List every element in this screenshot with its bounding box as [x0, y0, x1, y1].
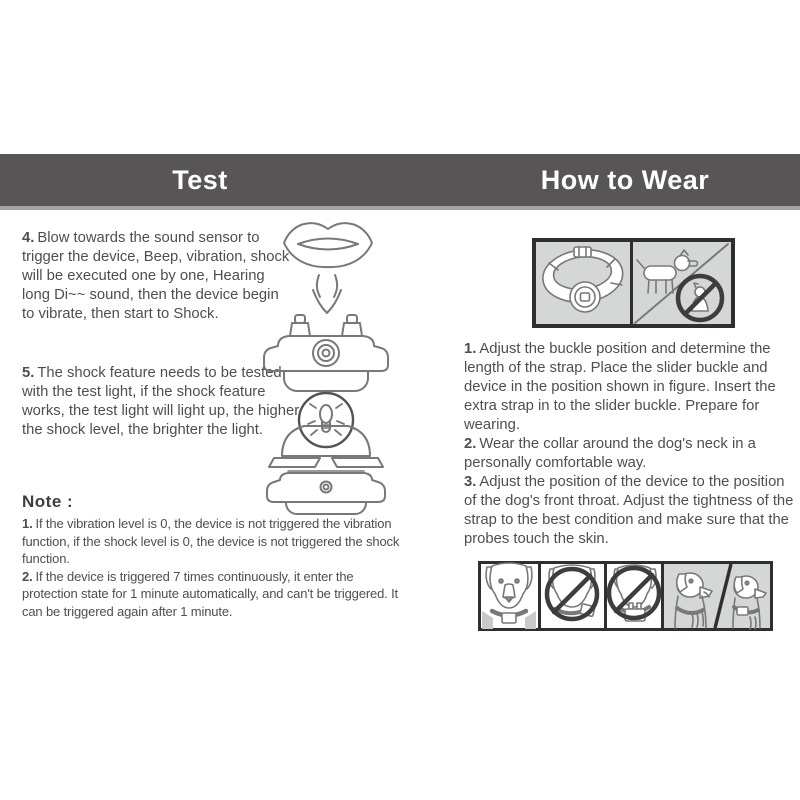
- step-text: Adjust the position of the device to the position of the dog's front throat. Adjust the tightness of the strap to the best condition and make sure that the probes touch the skin.: [464, 474, 794, 547]
- collar-and-dog-posture-illustration: [532, 238, 735, 328]
- step-number: 5.: [22, 365, 35, 381]
- section-title-how-to-wear: How to Wear: [540, 164, 710, 195]
- header-cell-test: [0, 154, 400, 206]
- note-title: Note :: [22, 492, 74, 511]
- lips-blow-on-device-illustration: [256, 210, 396, 395]
- step-text: Adjust the buckle position and determine the length of the strap. Place the slider buckle and device in the position shown in figure. Insert the extra strap in to the slider buckle. Prepare for wearing.: [464, 341, 776, 433]
- note-item: [22, 515, 407, 568]
- wear-step-2: [464, 435, 796, 473]
- test-step-4: [22, 229, 294, 324]
- note-number: 1.: [22, 516, 33, 531]
- step-text: Wear the collar around the dog's neck in a personally comfortable way.: [464, 436, 756, 471]
- wear-step-3: [464, 473, 796, 549]
- step-number: 4.: [22, 230, 35, 246]
- note-item: [22, 568, 407, 621]
- wear-steps-block: [464, 340, 796, 549]
- step-text: Blow towards the sound sensor to trigger the device, Beep, vibration, shock will be executed one by one, Hearing long Di~~ sound, then the device begin to vibrate, then start to Shock.: [22, 230, 290, 322]
- step-number: 3.: [464, 474, 477, 490]
- step-number: 1.: [464, 341, 477, 357]
- wearing-position-icon: [478, 561, 773, 631]
- section-title-test: Test: [172, 164, 228, 195]
- step-paragraph: [22, 229, 294, 324]
- wearing-position-panels-illustration: [478, 561, 773, 631]
- wear-step-1: [464, 340, 796, 435]
- device-test-light-illustration: [256, 390, 396, 515]
- collar-dog-icon: [536, 242, 731, 324]
- header-cell-how-to-wear: [400, 154, 800, 206]
- note-number: 2.: [22, 568, 33, 584]
- lips-blow-icon: [256, 210, 396, 395]
- note-text: If the vibration level is 0, the device is not triggered the vibration function, if the shock level is 0, the device is not triggered the shock function.: [22, 516, 400, 566]
- test-light-icon: [256, 390, 396, 515]
- step-number: 2.: [464, 436, 477, 452]
- step-text: The shock feature needs to be tested with the test light, if the shock feature works, the test light will light up, the higher the shock level, the brighter the light.: [22, 365, 300, 438]
- note-text: If the device is triggered 7 times continuously, it enter the protection state for 1 minute automatically, and can't be triggered. It can be triggered again after 1 minute.: [22, 568, 399, 619]
- section-header-band: [0, 154, 800, 206]
